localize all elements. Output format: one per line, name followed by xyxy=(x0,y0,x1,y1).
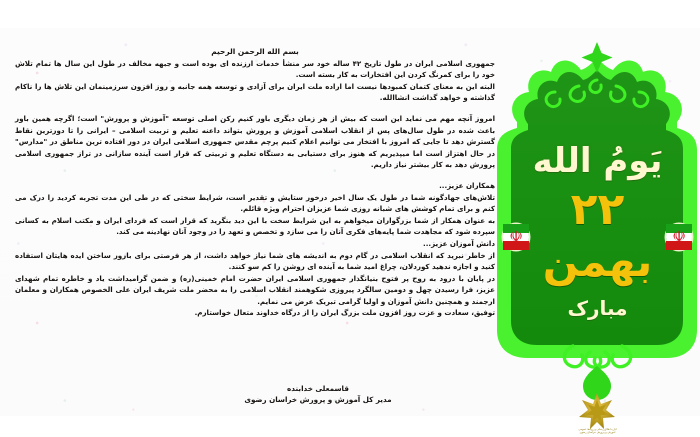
paragraph-4: تلاش‌های جهادگونه شما در طول یک سال اخیر درخور ستایش و تقدیر است، شرایط سختی که در طی این مدت تجربه کردید را درک می کنم و برای تمام کوشش های شبانه روزی شما عزیزان احترام ویژه قائلم. xyxy=(15,192,495,214)
emblem-line-youmollah: یَومُ الله xyxy=(532,141,663,181)
emblem-line-bahman: بهمن xyxy=(542,237,653,286)
signatory-role: مدیر کل آموزش و پرورش خراسان رضوی xyxy=(244,395,392,404)
signatory-name: قاسمعلی خدابنده xyxy=(287,384,349,393)
gold-medallion-icon xyxy=(579,393,615,429)
paragraph-2: البته این به معنای کتمان کمبودها نیست اما اراده ملت ایران برای آزادی و توسعه همه جانبه و روز افزون سرزمینمان این تلاش ها را ناکام گذاشته و خواهد گذاشت انشاالله. xyxy=(15,81,495,103)
iran-emblem-icon: ☫ xyxy=(509,227,523,246)
emblem-line-22: ۲۲ xyxy=(570,184,625,235)
emblem-line-mobarak: مبارک xyxy=(567,296,628,320)
paragraph-7: در پایان با درود به روح پر فتوح بنیانگذار جمهوری اسلامی ایران حضرت امام خمینی(ره) و ضمن گرامیداشت یاد و خاطره تمام شهدای عزیز، فرا رسیدن چهل و دومین سالگرد پیروزی شکوهمند انقلاب اسلامی را به محضر ملت شریف ایران علی الخصوص همکاران و معلمان ارجمند و همچنین دانش آموزان و اولیا گرامی تبریک عرض می نمایم. xyxy=(15,273,495,306)
paragraph-1: جمهوری اسلامی ایران در طول تاریخ ۴۲ ساله خود سر منشأ خدمات ارزنده ای بوده است و جبهه مخالف در طول این سال ها تمام تلاش خود را برای کمرنگ کردن این افتخارات به کار بسته است. xyxy=(15,58,495,80)
iran-emblem-icon: ☫ xyxy=(672,227,686,246)
iran-flag-badge-right xyxy=(503,224,529,250)
paragraph-8: توفیق، سعادت و عزت روز افزون ملت بزرگ ایران را از درگاه خداوند متعال خواستارم. xyxy=(194,308,495,318)
salutation-colleagues: همکاران عزیز... xyxy=(439,180,495,190)
bismillah-line: بسم الله الرحمن الرحیم xyxy=(211,47,299,56)
salutation-students: دانش آموزان عزیز... xyxy=(423,238,495,248)
paragraph-3: امروز آنچه مهم می نماید این است که بیش از هر زمان دیگری باور کنیم رکن اصلی توسعه "آموزش و پرورش" است؛ اگرچه همین باور باعث شده در طول سال‌های پس از انقلاب اسلامی آموزش و پرورش بتواند داعنه تعلیم و تربیت اسلامی – ایرانی را تا دورترین نقاط گسترش دهد تا جایی که امروز با افتخار می توانیم اعلام کنیم پرچم مقدس جمهوری اسلامی ایران در دور افتاده ترین مناطق در "مدارس" در حال اهتزاز است اما میپذیریم که هنوز برای دستیابی به دستگاه تعلیم و تربیتی که قرار است آینده سازانی در تراز جمهوری اسلامی پرورش دهد به کار بیشتر نیاز داریم. xyxy=(15,113,495,170)
paragraph-6: از خاطر نبرید که انقلاب اسلامی در گام دوم به اندیشه های شما نیاز خواهد داشت، از هر فرصتی برای بارور ساختن ایده هایتان استفاده کنید و اجازه ندهید کوردلان، چراغ امید شما به آینده ای روشن را کم سو کنند. xyxy=(15,250,495,272)
paragraph-5: به عنوان همکار از شما بزرگواران میخواهم به این شرایط سخت با این دید بنگرید که قرار است که فردای ایران و مکتب اسلام به کسانی سپرده شود که مجاهدت شما پایه‌های فکری آنان را می سازد و تخصص و تعهد را در وجود آنان نهادینه می کند. xyxy=(15,215,495,237)
letter-body xyxy=(15,46,495,319)
emblem-plaque xyxy=(511,70,686,345)
iran-flag-badge-left xyxy=(666,224,692,250)
poster-card xyxy=(0,28,700,435)
anniversary-emblem xyxy=(495,36,700,436)
emblem-footer-caption: اداره اطلاع رسانی و روابط عمومی آموزش و پرورش خراسان رضوی xyxy=(578,428,617,435)
signature-block xyxy=(168,383,468,405)
